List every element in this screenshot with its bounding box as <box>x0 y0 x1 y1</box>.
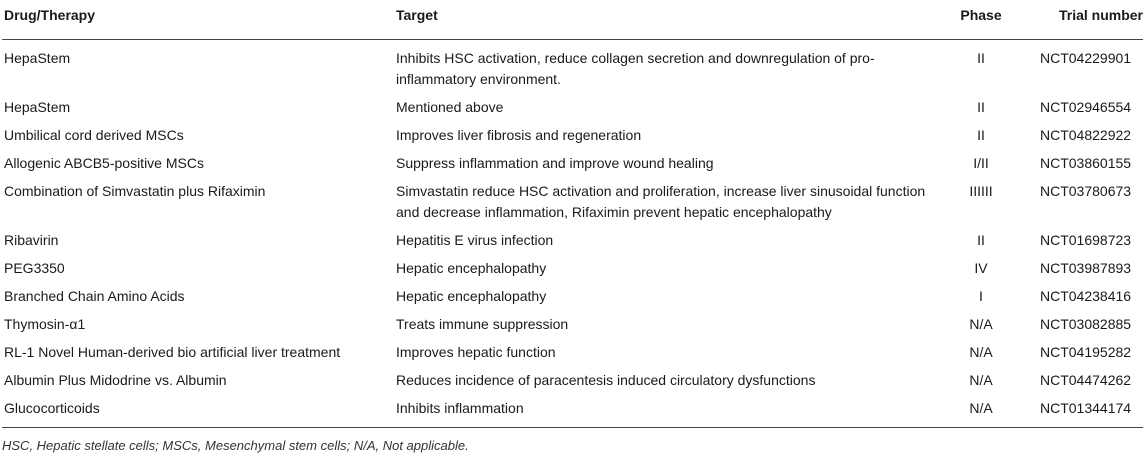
drug-cell: Thymosin-α1 <box>4 316 86 332</box>
trial-number-cell: NCT03780673 <box>1040 183 1132 199</box>
target-cell: Hepatitis E virus infection <box>396 232 554 248</box>
table-row <box>2 94 1143 122</box>
table-body <box>2 40 1143 428</box>
drug-cell: HepaStem <box>4 99 71 115</box>
drug-cell: RL-1 Novel Human-derived bio artificial liver treatment <box>4 344 341 360</box>
trial-number-cell: NCT04474262 <box>1040 372 1132 388</box>
table-row <box>2 395 1143 427</box>
phase-cell: I <box>979 288 983 304</box>
drug-cell: Branched Chain Amino Acids <box>4 288 185 304</box>
header-trial-number: Trial number <box>1028 0 1143 40</box>
drug-cell: Glucocorticoids <box>4 400 100 416</box>
header-row <box>2 0 1143 40</box>
table-footnote: HSC, Hepatic stellate cells; MSCs, Mesenchymal stem cells; N/A, Not applicable. <box>2 438 469 453</box>
phase-cell: II <box>977 99 985 115</box>
phase-cell: N/A <box>969 372 993 388</box>
table-row <box>2 40 1143 95</box>
target-cell: Hepatic encephalopathy <box>396 260 547 276</box>
trial-number-cell: NCT04822922 <box>1040 127 1132 143</box>
table-row <box>2 339 1143 367</box>
drug-cell: PEG3350 <box>4 260 65 276</box>
target-cell: Treats immune suppression <box>396 316 569 332</box>
phase-cell: II <box>977 50 985 66</box>
phase-cell: N/A <box>969 400 993 416</box>
phase-cell: II <box>977 127 985 143</box>
header-drug: Drug/Therapy <box>2 0 394 40</box>
trial-number-cell: NCT02946554 <box>1040 99 1132 115</box>
target-cell: Improves hepatic function <box>396 344 556 360</box>
trial-number-cell: NCT04229901 <box>1040 50 1132 66</box>
trial-number-cell: NCT01344174 <box>1040 400 1132 416</box>
table-row <box>2 150 1143 178</box>
table-row <box>2 122 1143 150</box>
phase-cell: I/II <box>973 155 989 171</box>
trial-number-cell: NCT04195282 <box>1040 344 1132 360</box>
drug-cell: Umbilical cord derived MSCs <box>4 127 184 143</box>
clinical-trials-table <box>2 0 1143 427</box>
target-cell: Improves liver fibrosis and regeneration <box>396 127 642 143</box>
target-cell: Inhibits inflammation <box>396 400 524 416</box>
table-header <box>2 0 1143 40</box>
target-cell: Mentioned above <box>396 99 504 115</box>
trial-number-cell: NCT04238416 <box>1040 288 1132 304</box>
target-cell: Simvastatin reduce HSC activation and proliferation, increase liver sinusoidal function and decrease inflammation, Rifaximin prevent hepatic encephalopathy <box>396 183 926 220</box>
table-row <box>2 283 1143 311</box>
table-row <box>2 367 1143 395</box>
phase-cell: IV <box>974 260 988 276</box>
phase-cell: N/A <box>969 316 993 332</box>
target-cell: Suppress inflammation and improve wound healing <box>396 155 714 171</box>
table-row <box>2 311 1143 339</box>
trial-number-cell: NCT03082885 <box>1040 316 1132 332</box>
drug-cell: Ribavirin <box>4 232 59 248</box>
phase-cell: N/A <box>969 344 993 360</box>
header-phase: Phase <box>938 0 1028 40</box>
table-row <box>2 255 1143 283</box>
drug-cell: Combination of Simvastatin plus Rifaximin <box>4 183 266 199</box>
table-row <box>2 178 1143 227</box>
target-cell: Inhibits HSC activation, reduce collagen secretion and downregulation of pro-inflammatory environment. <box>396 50 875 87</box>
trial-number-cell: NCT03987893 <box>1040 260 1132 276</box>
trial-number-cell: NCT03860155 <box>1040 155 1132 171</box>
target-cell: Hepatic encephalopathy <box>396 288 547 304</box>
header-target: Target <box>394 0 938 40</box>
phase-cell: IIIIII <box>969 183 993 199</box>
trial-number-cell: NCT01698723 <box>1040 232 1132 248</box>
table-row <box>2 227 1143 255</box>
phase-cell: II <box>977 232 985 248</box>
drug-cell: Allogenic ABCB5-positive MSCs <box>4 155 204 171</box>
drug-cell: Albumin Plus Midodrine vs. Albumin <box>4 372 227 388</box>
drug-cell: HepaStem <box>4 50 71 66</box>
target-cell: Reduces incidence of paracentesis induced circulatory dysfunctions <box>396 372 816 388</box>
